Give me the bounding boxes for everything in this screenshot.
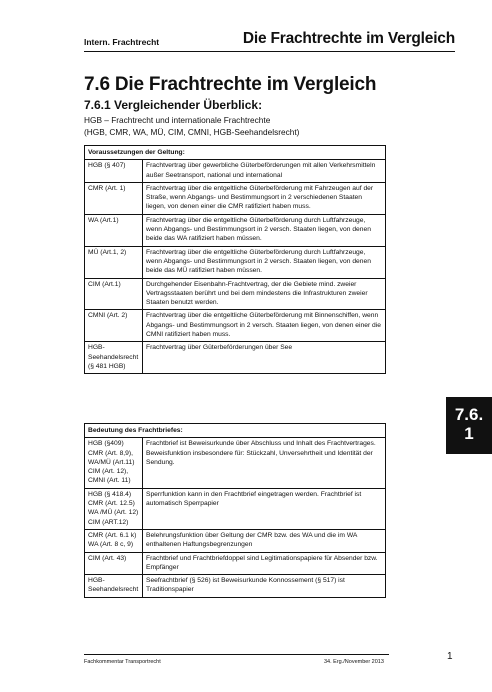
header-rule — [84, 51, 455, 52]
subsection-title: 7.6.1 Vergleichender Überblick: — [84, 98, 263, 112]
table-row — [85, 182, 386, 214]
footer-edition: 34. Erg./November 2013 — [324, 659, 384, 665]
footer-publication: Fachkommentar Transportrecht — [84, 659, 161, 665]
row-key: HGB (§ 407) — [85, 160, 143, 183]
row-key: CMNI (Art. 2) — [85, 310, 143, 342]
table-row — [85, 342, 386, 374]
intro-line-2: (HGB, CMR, WA, MÜ, CIM, CMNI, HGB-Seehandelsrecht) — [84, 127, 300, 137]
intro-line-1: HGB – Frachtrecht und internationale Frachtrechte — [84, 115, 271, 125]
row-text: Sperrfunktion kann in den Frachtbrief eingetragen werden. Frachtbrief ist automatisch Sperrpapier — [143, 488, 386, 529]
footer-rule — [84, 654, 389, 655]
row-key: MÜ (Art.1, 2) — [85, 246, 143, 278]
waybill-table — [84, 423, 386, 598]
table-row — [85, 278, 386, 310]
table-header: Voraussetzungen der Geltung: — [85, 146, 386, 160]
row-text: Frachtvertrag über die entgeltliche Güterbeförderung mit Binnenschiffen, wenn Abgangs- und Bestimmungsort in 2 versch. Staaten liegen, von denen einer die CMNI ratifiziert haben muss. — [143, 310, 386, 342]
table-row — [85, 575, 386, 598]
tab-line-1: 7.6. — [454, 405, 484, 424]
row-text: Frachtvertrag über Güterbeförderungen über See — [143, 342, 386, 374]
row-key: CMR (Art. 1) — [85, 182, 143, 214]
table-row — [85, 438, 386, 488]
running-header-left: Intern. Frachtrecht — [84, 37, 160, 47]
section-title: 7.6 Die Frachtrechte im Vergleich — [84, 74, 377, 95]
table-row — [85, 488, 386, 529]
table-row — [85, 529, 386, 552]
row-key: WA (Art.1) — [85, 214, 143, 246]
running-header-title: Die Frachtrechte im Vergleich — [242, 30, 455, 47]
row-key: HGB (§ 418.4) CMR (Art. 12.5) WA /MÜ (Art. 12) CIM (ART.12) — [85, 488, 143, 529]
intro-text — [84, 114, 299, 138]
row-text: Frachtvertrag über die entgeltliche Güterbeförderung mit Fahrzeugen auf der Straße, wenn Abgangs- und Bestimmungsort in 2 verschiedenen Staaten liegen, von denen einer die CMR ratifiziert haben muss. — [143, 182, 386, 214]
table-header: Bedeutung des Frachtbriefes: — [85, 424, 386, 438]
row-text: Durchgehender Eisenbahn-Frachtvertrag, der die Gebiete mind. zweier Vertragsstaaten berührt und bei dem mindestens die Infrastrukturen zweier Staaten benutzt werden. — [143, 278, 386, 310]
table-row — [85, 214, 386, 246]
row-key: HGB-Seehandelsrecht — [85, 575, 143, 598]
page-number: 1 — [447, 651, 453, 662]
row-key: HGB (§409) CMR (Art. 8,9), WA/MÜ (Art.11) CIM (Art. 12), CMNI (Art. 11) — [85, 438, 143, 488]
row-key: CIM (Art. 43) — [85, 552, 143, 575]
row-text: Seefrachtbrief (§ 526) ist Beweisurkunde Konnossement (§ 517) ist Traditionspapier — [143, 575, 386, 598]
table-row — [85, 310, 386, 342]
row-text: Frachtvertrag über die entgeltliche Güterbeförderung durch Luftfahrzeuge, wenn Abgangs- und Bestimmungsort in 2 versch. Staaten liegen, von denen beide das MÜ ratifiziert haben müssen. — [143, 246, 386, 278]
table-row — [85, 246, 386, 278]
tab-line-2: 1 — [464, 424, 474, 443]
validity-table — [84, 145, 386, 374]
table-row — [85, 552, 386, 575]
row-key: CMR (Art. 6.1 k) WA (Art. 8 c, 9) — [85, 529, 143, 552]
row-key: HGB-Seehandelsrecht (§ 481 HGB) — [85, 342, 143, 374]
row-key: CIM (Art.1) — [85, 278, 143, 310]
row-text: Frachtbrief ist Beweisurkunde über Abschluss und Inhalt des Frachtvertrages. Beweisfunktion insbesondere für: Stückzahl, Unversehrtheit und Identität der Sendung. — [143, 438, 386, 488]
table-row — [85, 160, 386, 183]
row-text: Frachtbrief und Frachtbriefdoppel sind Legitimationspapiere für Absender bzw. Empfänger — [143, 552, 386, 575]
row-text: Frachtvertrag über die entgeltliche Güterbeförderung durch Luftfahrzeuge, wenn Abgangs- und Bestimmungsort in 2 versch. Staaten liegen, von denen beide das WA ratifiziert haben müssen. — [143, 214, 386, 246]
section-thumb-tab — [446, 397, 492, 454]
row-text: Frachtvertrag über gewerbliche Güterbeförderungen mit allen Verkehrsmitteln außer Seetransport, national und international — [143, 160, 386, 183]
row-text: Belehrungsfunktion über Geltung der CMR bzw. des WA und die im WA enthaltenen Haftungsbegrenzungen — [143, 529, 386, 552]
